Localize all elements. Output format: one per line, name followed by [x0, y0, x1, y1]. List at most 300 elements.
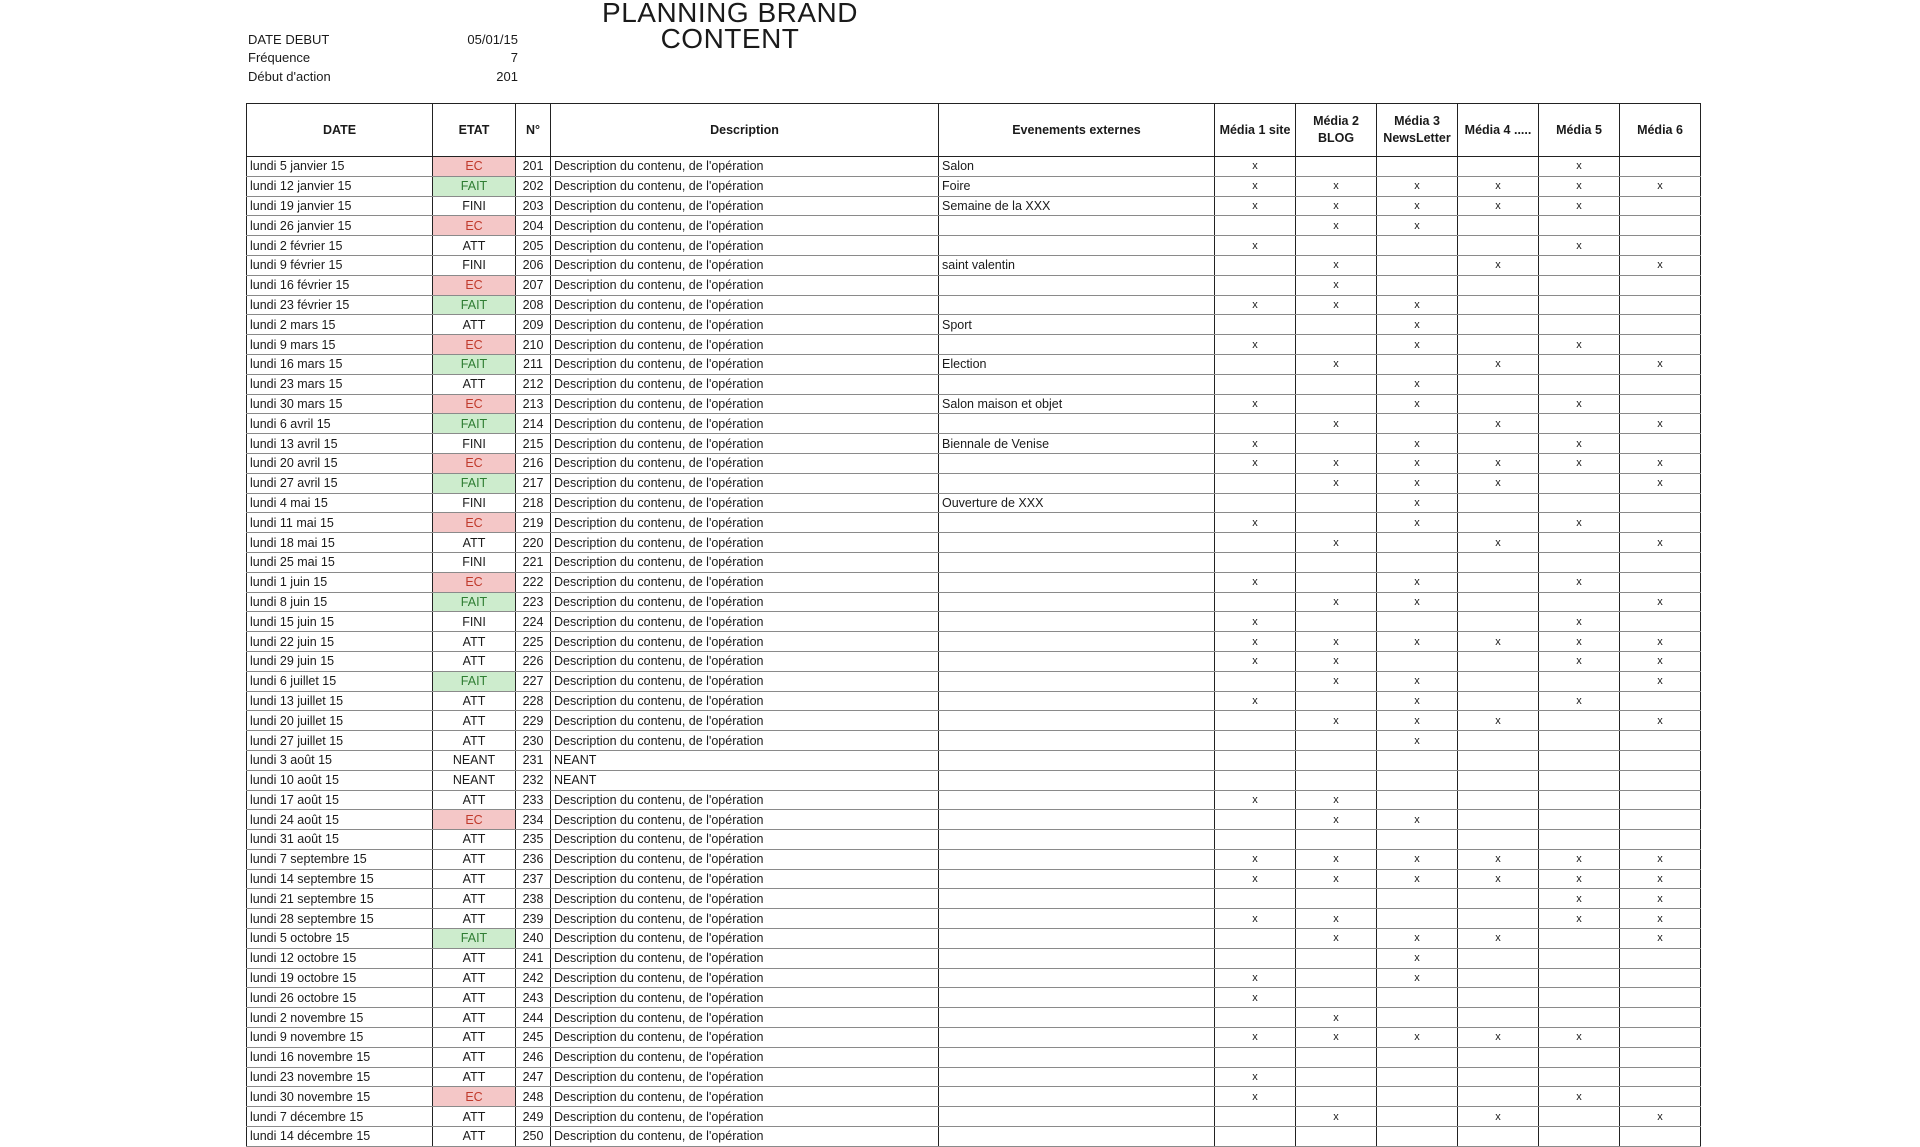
cell-description[interactable]: Description du contenu, de l'opération — [551, 1127, 939, 1147]
cell-date[interactable]: lundi 6 avril 15 — [247, 414, 433, 434]
cell-description[interactable]: NEANT — [551, 770, 939, 790]
cell-numero[interactable]: 207 — [516, 275, 551, 295]
cell-media-4[interactable]: x — [1458, 1028, 1539, 1048]
cell-evenement[interactable] — [939, 1067, 1215, 1087]
cell-media-6[interactable] — [1620, 236, 1701, 256]
cell-media-5[interactable] — [1539, 731, 1620, 751]
cell-media-4[interactable] — [1458, 374, 1539, 394]
cell-media-6[interactable] — [1620, 1067, 1701, 1087]
cell-media-6[interactable]: x — [1620, 255, 1701, 275]
cell-date[interactable]: lundi 18 mai 15 — [247, 533, 433, 553]
cell-media-3[interactable]: x — [1377, 592, 1458, 612]
cell-description[interactable]: Description du contenu, de l'opération — [551, 414, 939, 434]
cell-media-6[interactable] — [1620, 612, 1701, 632]
cell-media-5[interactable] — [1539, 770, 1620, 790]
cell-media-6[interactable] — [1620, 196, 1701, 216]
cell-etat[interactable]: NEANT — [433, 750, 516, 770]
cell-numero[interactable]: 219 — [516, 513, 551, 533]
cell-date[interactable]: lundi 22 juin 15 — [247, 632, 433, 652]
cell-date[interactable]: lundi 5 janvier 15 — [247, 157, 433, 177]
cell-media-2[interactable] — [1296, 374, 1377, 394]
cell-media-2[interactable]: x — [1296, 275, 1377, 295]
cell-media-4[interactable] — [1458, 691, 1539, 711]
cell-evenement[interactable] — [939, 592, 1215, 612]
cell-evenement[interactable]: Sport — [939, 315, 1215, 335]
cell-media-6[interactable] — [1620, 513, 1701, 533]
cell-numero[interactable]: 208 — [516, 295, 551, 315]
cell-media-1[interactable] — [1215, 889, 1296, 909]
cell-date[interactable]: lundi 16 novembre 15 — [247, 1047, 433, 1067]
cell-evenement[interactable] — [939, 335, 1215, 355]
cell-media-3[interactable]: x — [1377, 335, 1458, 355]
cell-etat[interactable]: ATT — [433, 651, 516, 671]
cell-evenement[interactable] — [939, 275, 1215, 295]
cell-date[interactable]: lundi 13 juillet 15 — [247, 691, 433, 711]
cell-numero[interactable]: 224 — [516, 612, 551, 632]
cell-description[interactable]: Description du contenu, de l'opération — [551, 354, 939, 374]
cell-media-2[interactable]: x — [1296, 473, 1377, 493]
cell-media-2[interactable]: x — [1296, 711, 1377, 731]
cell-media-3[interactable] — [1377, 750, 1458, 770]
cell-media-3[interactable] — [1377, 830, 1458, 850]
cell-media-4[interactable]: x — [1458, 533, 1539, 553]
cell-media-5[interactable]: x — [1539, 632, 1620, 652]
cell-media-2[interactable]: x — [1296, 255, 1377, 275]
cell-numero[interactable]: 243 — [516, 988, 551, 1008]
cell-media-2[interactable]: x — [1296, 1008, 1377, 1028]
cell-media-4[interactable]: x — [1458, 929, 1539, 949]
cell-etat[interactable]: ATT — [433, 1047, 516, 1067]
cell-date[interactable]: lundi 1 juin 15 — [247, 572, 433, 592]
cell-etat[interactable]: ATT — [433, 1067, 516, 1087]
cell-media-1[interactable]: x — [1215, 513, 1296, 533]
cell-media-6[interactable] — [1620, 374, 1701, 394]
cell-media-1[interactable] — [1215, 1047, 1296, 1067]
cell-numero[interactable]: 201 — [516, 157, 551, 177]
cell-media-3[interactable]: x — [1377, 493, 1458, 513]
cell-media-2[interactable]: x — [1296, 216, 1377, 236]
cell-media-2[interactable] — [1296, 1127, 1377, 1147]
cell-media-6[interactable] — [1620, 552, 1701, 572]
cell-numero[interactable]: 246 — [516, 1047, 551, 1067]
cell-date[interactable]: lundi 9 février 15 — [247, 255, 433, 275]
cell-etat[interactable]: FAIT — [433, 473, 516, 493]
cell-media-5[interactable]: x — [1539, 889, 1620, 909]
cell-description[interactable]: Description du contenu, de l'opération — [551, 651, 939, 671]
cell-media-1[interactable] — [1215, 473, 1296, 493]
cell-media-5[interactable] — [1539, 255, 1620, 275]
cell-description[interactable]: Description du contenu, de l'opération — [551, 1087, 939, 1107]
cell-media-5[interactable] — [1539, 750, 1620, 770]
cell-media-2[interactable] — [1296, 988, 1377, 1008]
cell-etat[interactable]: NEANT — [433, 770, 516, 790]
cell-numero[interactable]: 210 — [516, 335, 551, 355]
cell-media-1[interactable]: x — [1215, 157, 1296, 177]
cell-numero[interactable]: 222 — [516, 572, 551, 592]
cell-media-6[interactable]: x — [1620, 453, 1701, 473]
cell-media-4[interactable] — [1458, 988, 1539, 1008]
cell-media-3[interactable]: x — [1377, 691, 1458, 711]
cell-etat[interactable]: ATT — [433, 830, 516, 850]
cell-media-6[interactable]: x — [1620, 1107, 1701, 1127]
cell-media-4[interactable] — [1458, 572, 1539, 592]
cell-etat[interactable]: ATT — [433, 1008, 516, 1028]
cell-media-1[interactable] — [1215, 810, 1296, 830]
cell-etat[interactable]: ATT — [433, 533, 516, 553]
cell-media-4[interactable]: x — [1458, 869, 1539, 889]
cell-date[interactable]: lundi 2 novembre 15 — [247, 1008, 433, 1028]
cell-media-5[interactable] — [1539, 810, 1620, 830]
cell-media-3[interactable]: x — [1377, 216, 1458, 236]
cell-media-3[interactable]: x — [1377, 394, 1458, 414]
cell-evenement[interactable] — [939, 1127, 1215, 1147]
cell-date[interactable]: lundi 26 janvier 15 — [247, 216, 433, 236]
cell-etat[interactable]: ATT — [433, 1028, 516, 1048]
cell-evenement[interactable] — [939, 572, 1215, 592]
cell-media-2[interactable]: x — [1296, 651, 1377, 671]
cell-evenement[interactable] — [939, 632, 1215, 652]
cell-description[interactable]: Description du contenu, de l'opération — [551, 335, 939, 355]
cell-media-1[interactable] — [1215, 255, 1296, 275]
cell-media-4[interactable] — [1458, 275, 1539, 295]
cell-evenement[interactable] — [939, 651, 1215, 671]
cell-date[interactable]: lundi 26 octobre 15 — [247, 988, 433, 1008]
cell-media-3[interactable] — [1377, 552, 1458, 572]
cell-media-2[interactable]: x — [1296, 533, 1377, 553]
cell-media-1[interactable]: x — [1215, 394, 1296, 414]
cell-media-4[interactable] — [1458, 1087, 1539, 1107]
cell-media-3[interactable] — [1377, 1087, 1458, 1107]
cell-evenement[interactable] — [939, 869, 1215, 889]
cell-evenement[interactable]: Biennale de Venise — [939, 434, 1215, 454]
cell-media-3[interactable] — [1377, 790, 1458, 810]
cell-media-4[interactable] — [1458, 1067, 1539, 1087]
cell-media-2[interactable] — [1296, 889, 1377, 909]
cell-media-1[interactable]: x — [1215, 651, 1296, 671]
cell-media-5[interactable]: x — [1539, 453, 1620, 473]
cell-date[interactable]: lundi 11 mai 15 — [247, 513, 433, 533]
cell-description[interactable]: Description du contenu, de l'opération — [551, 453, 939, 473]
cell-media-2[interactable] — [1296, 1067, 1377, 1087]
cell-evenement[interactable] — [939, 968, 1215, 988]
cell-date[interactable]: lundi 30 mars 15 — [247, 394, 433, 414]
cell-media-2[interactable]: x — [1296, 592, 1377, 612]
cell-media-5[interactable] — [1539, 275, 1620, 295]
cell-media-2[interactable]: x — [1296, 295, 1377, 315]
cell-etat[interactable]: ATT — [433, 731, 516, 751]
cell-evenement[interactable]: saint valentin — [939, 255, 1215, 275]
cell-media-5[interactable]: x — [1539, 691, 1620, 711]
cell-numero[interactable]: 202 — [516, 176, 551, 196]
cell-etat[interactable]: FINI — [433, 493, 516, 513]
cell-media-3[interactable]: x — [1377, 453, 1458, 473]
cell-media-5[interactable]: x — [1539, 434, 1620, 454]
cell-media-4[interactable] — [1458, 810, 1539, 830]
cell-evenement[interactable]: Salon — [939, 157, 1215, 177]
cell-numero[interactable]: 249 — [516, 1107, 551, 1127]
cell-description[interactable]: Description du contenu, de l'opération — [551, 731, 939, 751]
cell-media-3[interactable] — [1377, 1047, 1458, 1067]
cell-numero[interactable]: 209 — [516, 315, 551, 335]
cell-media-5[interactable] — [1539, 1047, 1620, 1067]
cell-description[interactable]: Description du contenu, de l'opération — [551, 236, 939, 256]
cell-media-1[interactable] — [1215, 1107, 1296, 1127]
cell-media-3[interactable]: x — [1377, 434, 1458, 454]
cell-date[interactable]: lundi 30 novembre 15 — [247, 1087, 433, 1107]
cell-media-6[interactable] — [1620, 572, 1701, 592]
cell-media-1[interactable] — [1215, 929, 1296, 949]
cell-media-4[interactable] — [1458, 434, 1539, 454]
cell-date[interactable]: lundi 12 janvier 15 — [247, 176, 433, 196]
cell-media-1[interactable] — [1215, 711, 1296, 731]
cell-media-3[interactable] — [1377, 1067, 1458, 1087]
cell-media-4[interactable] — [1458, 1008, 1539, 1028]
cell-media-3[interactable]: x — [1377, 196, 1458, 216]
cell-date[interactable]: lundi 20 avril 15 — [247, 453, 433, 473]
cell-media-6[interactable] — [1620, 493, 1701, 513]
cell-numero[interactable]: 216 — [516, 453, 551, 473]
cell-media-4[interactable] — [1458, 770, 1539, 790]
cell-media-3[interactable] — [1377, 770, 1458, 790]
cell-evenement[interactable] — [939, 830, 1215, 850]
cell-date[interactable]: lundi 20 juillet 15 — [247, 711, 433, 731]
cell-date[interactable]: lundi 4 mai 15 — [247, 493, 433, 513]
cell-description[interactable]: NEANT — [551, 750, 939, 770]
cell-media-1[interactable]: x — [1215, 612, 1296, 632]
cell-media-6[interactable] — [1620, 830, 1701, 850]
cell-etat[interactable]: ATT — [433, 909, 516, 929]
cell-numero[interactable]: 233 — [516, 790, 551, 810]
cell-media-2[interactable] — [1296, 731, 1377, 751]
cell-media-3[interactable] — [1377, 275, 1458, 295]
cell-evenement[interactable]: Ouverture de XXX — [939, 493, 1215, 513]
cell-media-4[interactable] — [1458, 236, 1539, 256]
cell-media-6[interactable] — [1620, 750, 1701, 770]
cell-media-5[interactable] — [1539, 830, 1620, 850]
cell-media-6[interactable]: x — [1620, 671, 1701, 691]
cell-description[interactable]: Description du contenu, de l'opération — [551, 275, 939, 295]
cell-media-5[interactable] — [1539, 929, 1620, 949]
cell-description[interactable]: Description du contenu, de l'opération — [551, 1047, 939, 1067]
cell-numero[interactable]: 245 — [516, 1028, 551, 1048]
cell-description[interactable]: Description du contenu, de l'opération — [551, 513, 939, 533]
cell-evenement[interactable] — [939, 236, 1215, 256]
cell-description[interactable]: Description du contenu, de l'opération — [551, 810, 939, 830]
cell-numero[interactable]: 231 — [516, 750, 551, 770]
cell-media-5[interactable] — [1539, 295, 1620, 315]
cell-media-2[interactable] — [1296, 335, 1377, 355]
cell-evenement[interactable] — [939, 731, 1215, 751]
cell-numero[interactable]: 205 — [516, 236, 551, 256]
cell-media-6[interactable]: x — [1620, 849, 1701, 869]
cell-media-2[interactable] — [1296, 750, 1377, 770]
cell-media-1[interactable]: x — [1215, 572, 1296, 592]
cell-media-6[interactable] — [1620, 157, 1701, 177]
cell-etat[interactable]: ATT — [433, 988, 516, 1008]
cell-media-2[interactable] — [1296, 493, 1377, 513]
cell-media-1[interactable]: x — [1215, 968, 1296, 988]
cell-date[interactable]: lundi 19 octobre 15 — [247, 968, 433, 988]
cell-etat[interactable]: ATT — [433, 711, 516, 731]
cell-evenement[interactable] — [939, 691, 1215, 711]
cell-media-3[interactable]: x — [1377, 968, 1458, 988]
cell-media-1[interactable]: x — [1215, 632, 1296, 652]
cell-media-4[interactable]: x — [1458, 711, 1539, 731]
cell-evenement[interactable] — [939, 374, 1215, 394]
cell-numero[interactable]: 232 — [516, 770, 551, 790]
cell-media-5[interactable]: x — [1539, 572, 1620, 592]
cell-media-6[interactable]: x — [1620, 909, 1701, 929]
cell-media-5[interactable] — [1539, 790, 1620, 810]
cell-media-6[interactable]: x — [1620, 354, 1701, 374]
cell-media-5[interactable] — [1539, 552, 1620, 572]
cell-media-3[interactable] — [1377, 889, 1458, 909]
cell-description[interactable]: Description du contenu, de l'opération — [551, 790, 939, 810]
cell-media-4[interactable] — [1458, 889, 1539, 909]
cell-etat[interactable]: FINI — [433, 196, 516, 216]
cell-date[interactable]: lundi 25 mai 15 — [247, 552, 433, 572]
cell-media-2[interactable] — [1296, 552, 1377, 572]
cell-date[interactable]: lundi 7 septembre 15 — [247, 849, 433, 869]
cell-media-6[interactable] — [1620, 394, 1701, 414]
cell-evenement[interactable] — [939, 612, 1215, 632]
cell-evenement[interactable] — [939, 295, 1215, 315]
cell-description[interactable]: Description du contenu, de l'opération — [551, 968, 939, 988]
cell-media-5[interactable]: x — [1539, 335, 1620, 355]
cell-media-6[interactable]: x — [1620, 929, 1701, 949]
cell-media-6[interactable]: x — [1620, 533, 1701, 553]
cell-date[interactable]: lundi 3 août 15 — [247, 750, 433, 770]
cell-description[interactable]: Description du contenu, de l'opération — [551, 948, 939, 968]
cell-media-5[interactable]: x — [1539, 176, 1620, 196]
cell-media-6[interactable]: x — [1620, 632, 1701, 652]
cell-numero[interactable]: 217 — [516, 473, 551, 493]
cell-etat[interactable]: ATT — [433, 849, 516, 869]
cell-etat[interactable]: EC — [433, 275, 516, 295]
cell-date[interactable]: lundi 9 mars 15 — [247, 335, 433, 355]
cell-media-1[interactable] — [1215, 1008, 1296, 1028]
cell-evenement[interactable] — [939, 1107, 1215, 1127]
cell-media-6[interactable]: x — [1620, 889, 1701, 909]
cell-numero[interactable]: 238 — [516, 889, 551, 909]
cell-media-6[interactable] — [1620, 216, 1701, 236]
cell-media-1[interactable]: x — [1215, 869, 1296, 889]
cell-evenement[interactable] — [939, 909, 1215, 929]
cell-media-1[interactable] — [1215, 592, 1296, 612]
cell-date[interactable]: lundi 15 juin 15 — [247, 612, 433, 632]
cell-media-2[interactable]: x — [1296, 354, 1377, 374]
cell-etat[interactable]: EC — [433, 157, 516, 177]
cell-numero[interactable]: 235 — [516, 830, 551, 850]
cell-numero[interactable]: 240 — [516, 929, 551, 949]
cell-etat[interactable]: ATT — [433, 1107, 516, 1127]
cell-media-6[interactable] — [1620, 770, 1701, 790]
cell-etat[interactable]: ATT — [433, 374, 516, 394]
cell-media-2[interactable] — [1296, 315, 1377, 335]
cell-date[interactable]: lundi 17 août 15 — [247, 790, 433, 810]
cell-media-6[interactable] — [1620, 988, 1701, 1008]
cell-date[interactable]: lundi 14 décembre 15 — [247, 1127, 433, 1147]
cell-media-4[interactable]: x — [1458, 1107, 1539, 1127]
cell-numero[interactable]: 212 — [516, 374, 551, 394]
cell-media-5[interactable]: x — [1539, 1087, 1620, 1107]
cell-date[interactable]: lundi 24 août 15 — [247, 810, 433, 830]
cell-media-5[interactable]: x — [1539, 612, 1620, 632]
cell-etat[interactable]: ATT — [433, 315, 516, 335]
cell-media-4[interactable]: x — [1458, 255, 1539, 275]
cell-media-6[interactable]: x — [1620, 176, 1701, 196]
cell-description[interactable]: Description du contenu, de l'opération — [551, 1107, 939, 1127]
cell-evenement[interactable]: Semaine de la XXX — [939, 196, 1215, 216]
cell-media-5[interactable] — [1539, 1127, 1620, 1147]
cell-media-1[interactable] — [1215, 493, 1296, 513]
cell-description[interactable]: Description du contenu, de l'opération — [551, 1028, 939, 1048]
cell-media-3[interactable]: x — [1377, 295, 1458, 315]
cell-media-4[interactable] — [1458, 315, 1539, 335]
cell-media-3[interactable]: x — [1377, 315, 1458, 335]
cell-media-4[interactable]: x — [1458, 176, 1539, 196]
cell-media-2[interactable]: x — [1296, 196, 1377, 216]
cell-evenement[interactable] — [939, 1028, 1215, 1048]
cell-media-2[interactable] — [1296, 513, 1377, 533]
cell-date[interactable]: lundi 23 mars 15 — [247, 374, 433, 394]
cell-media-6[interactable] — [1620, 1028, 1701, 1048]
cell-media-4[interactable] — [1458, 335, 1539, 355]
cell-numero[interactable]: 237 — [516, 869, 551, 889]
cell-media-2[interactable] — [1296, 968, 1377, 988]
cell-description[interactable]: Description du contenu, de l'opération — [551, 612, 939, 632]
meta-value[interactable]: 7 — [510, 50, 518, 66]
cell-description[interactable]: Description du contenu, de l'opération — [551, 632, 939, 652]
cell-media-1[interactable]: x — [1215, 196, 1296, 216]
cell-description[interactable]: Description du contenu, de l'opération — [551, 849, 939, 869]
cell-evenement[interactable] — [939, 453, 1215, 473]
cell-media-1[interactable] — [1215, 354, 1296, 374]
cell-media-3[interactable] — [1377, 354, 1458, 374]
cell-media-2[interactable] — [1296, 157, 1377, 177]
cell-media-6[interactable] — [1620, 948, 1701, 968]
cell-numero[interactable]: 214 — [516, 414, 551, 434]
cell-media-5[interactable] — [1539, 216, 1620, 236]
cell-media-3[interactable] — [1377, 157, 1458, 177]
cell-description[interactable]: Description du contenu, de l'opération — [551, 711, 939, 731]
cell-media-1[interactable]: x — [1215, 909, 1296, 929]
cell-evenement[interactable] — [939, 711, 1215, 731]
cell-evenement[interactable] — [939, 889, 1215, 909]
cell-media-3[interactable] — [1377, 236, 1458, 256]
cell-media-1[interactable]: x — [1215, 1067, 1296, 1087]
cell-media-1[interactable] — [1215, 552, 1296, 572]
cell-media-5[interactable] — [1539, 711, 1620, 731]
cell-etat[interactable]: ATT — [433, 790, 516, 810]
cell-date[interactable]: lundi 12 octobre 15 — [247, 948, 433, 968]
cell-etat[interactable]: FAIT — [433, 176, 516, 196]
cell-etat[interactable]: FINI — [433, 552, 516, 572]
cell-media-6[interactable] — [1620, 1008, 1701, 1028]
cell-media-4[interactable] — [1458, 216, 1539, 236]
cell-description[interactable]: Description du contenu, de l'opération — [551, 176, 939, 196]
cell-media-6[interactable] — [1620, 315, 1701, 335]
cell-date[interactable]: lundi 14 septembre 15 — [247, 869, 433, 889]
cell-evenement[interactable] — [939, 216, 1215, 236]
cell-numero[interactable]: 239 — [516, 909, 551, 929]
cell-evenement[interactable] — [939, 750, 1215, 770]
cell-media-2[interactable]: x — [1296, 790, 1377, 810]
cell-media-1[interactable]: x — [1215, 335, 1296, 355]
cell-date[interactable]: lundi 27 juillet 15 — [247, 731, 433, 751]
cell-media-5[interactable]: x — [1539, 394, 1620, 414]
cell-media-3[interactable] — [1377, 651, 1458, 671]
